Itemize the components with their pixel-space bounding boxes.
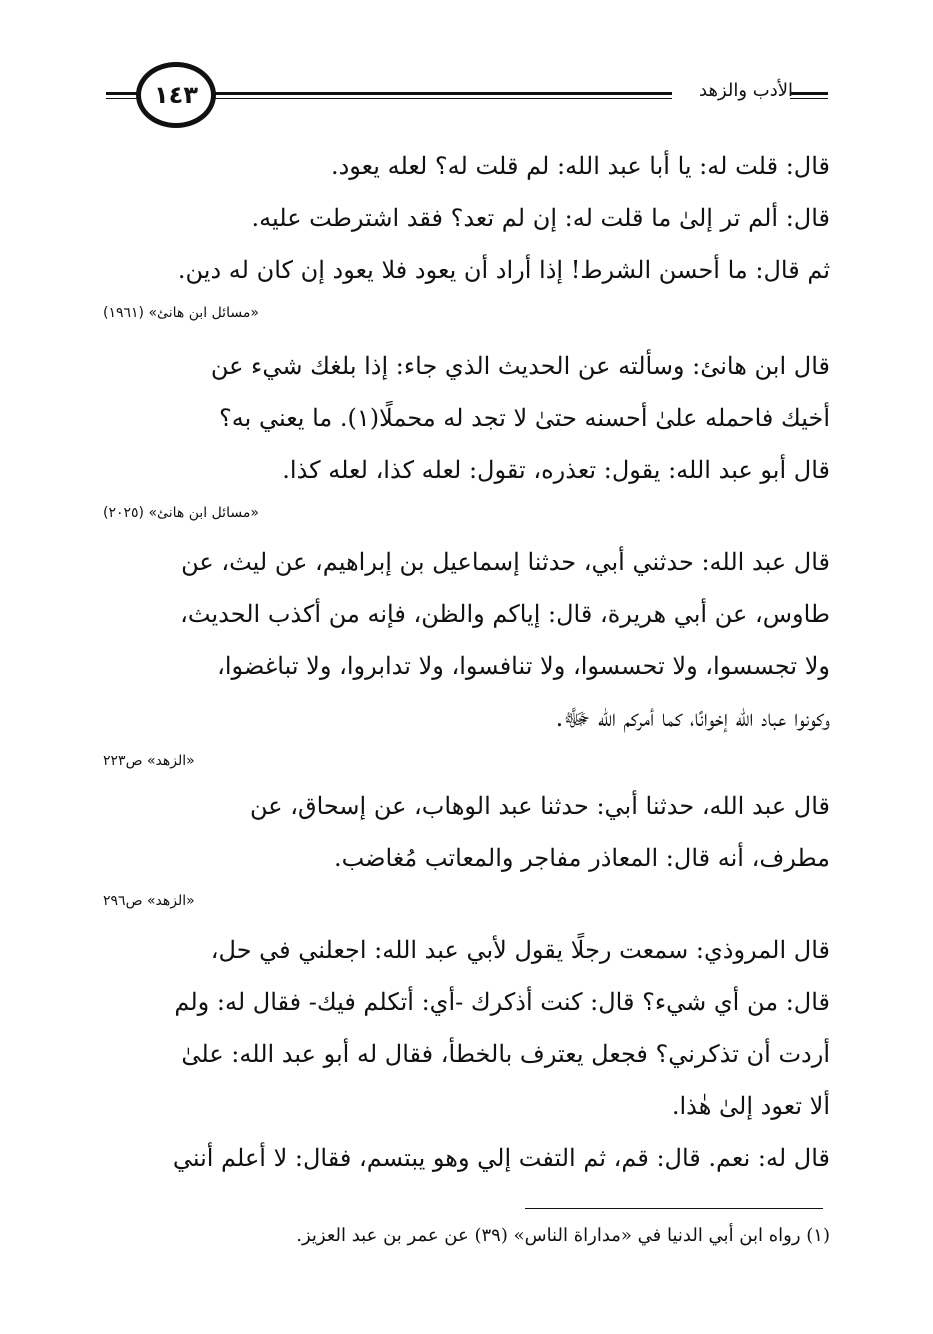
source-citation: «الزهد» ص٢٩٦: [103, 893, 195, 909]
text-line: قال عبد الله، حدثنا أبي: حدثنا عبد الوهاب، عن إسحاق، عن: [250, 792, 830, 820]
paragraph-5: [103, 924, 830, 1184]
text-line: قال عبد الله: حدثني أبي، حدثنا إسماعيل بن إبراهيم، عن ليث، عن: [181, 548, 830, 576]
footnote-rule: [525, 1208, 823, 1209]
text-line: قال: قلت له: يا أبا عبد الله: لم قلت له؟ لعله يعود.: [330, 152, 830, 180]
text-line: قال: من أي شيء؟ قال: كنت أذكرك -أي: أتكلم فيك- فقال له: ولم: [174, 988, 830, 1016]
text-line: طاوس، عن أبي هريرة، قال: إياكم والظن، فإنه من أكذب الحديث،: [180, 600, 830, 628]
text-line: ثم قال: ما أحسن الشرط! إذا أراد أن يعود فلا يعود إن كان له دين.: [177, 256, 830, 284]
text-line: وكونوا عباد الله إخوانًا، كما أمركم الله ﷻ.: [555, 704, 830, 732]
paragraph-4: [103, 780, 830, 918]
text-line: ولا تجسسوا، ولا تحسسوا، ولا تنافسوا، ولا تدابروا، ولا تباغضوا،: [217, 652, 830, 680]
text-line: قال: ألم تر إلىٰ ما قلت له: إن لم تعد؟ فقد اشترطت عليه.: [251, 204, 830, 232]
page-number: ١٤٣: [136, 62, 216, 128]
source-citation: «مسائل ابن هانئ» (١٩٦١): [103, 305, 259, 321]
source-citation: «مسائل ابن هانئ» (٢٠٢٥): [103, 505, 259, 521]
footnote: (١) رواه ابن أبي الدنيا في «مداراة الناس» (٣٩) عن عمر بن عبد العزيز.: [296, 1225, 830, 1246]
text-line: قال ابن هانئ: وسألته عن الحديث الذي جاء: إذا بلغك شيء عن: [210, 352, 830, 380]
source-citation: «الزهد» ص٢٢٣: [103, 753, 195, 769]
text-line: أخيك فاحمله علىٰ أحسنه حتىٰ لا تجد له محملًا(١). ما يعني به؟: [219, 404, 830, 432]
header-rule-middle: [212, 92, 672, 95]
header-rule-right: [790, 92, 828, 95]
header-rule-middle-thin: [212, 98, 672, 99]
text-line: أردت أن تذكرني؟ فجعل يعترف بالخطأ، فقال له أبو عبد الله: علىٰ: [181, 1040, 830, 1068]
text-line: قال المروذي: سمعت رجلًا يقول لأبي عبد الله: اجعلني في حل،: [210, 936, 830, 964]
header-rule-right-thin: [790, 98, 828, 99]
paragraph-3: [103, 536, 830, 778]
text-line: ألا تعود إلىٰ هٰذا.: [671, 1092, 830, 1120]
paragraph-1: [103, 140, 830, 330]
text-line: قال له: نعم. قال: قم، ثم التفت إلي وهو يبتسم، فقال: لا أعلم أنني: [172, 1144, 830, 1172]
text-line: قال أبو عبد الله: يقول: تعذره، تقول: لعله كذا، لعله كذا.: [282, 456, 830, 484]
running-title: الأدب والزهد: [699, 80, 793, 101]
text-line: مطرف، أنه قال: المعاذر مفاجر والمعاتب مُغاضب.: [333, 844, 830, 872]
paragraph-2: [103, 340, 830, 530]
